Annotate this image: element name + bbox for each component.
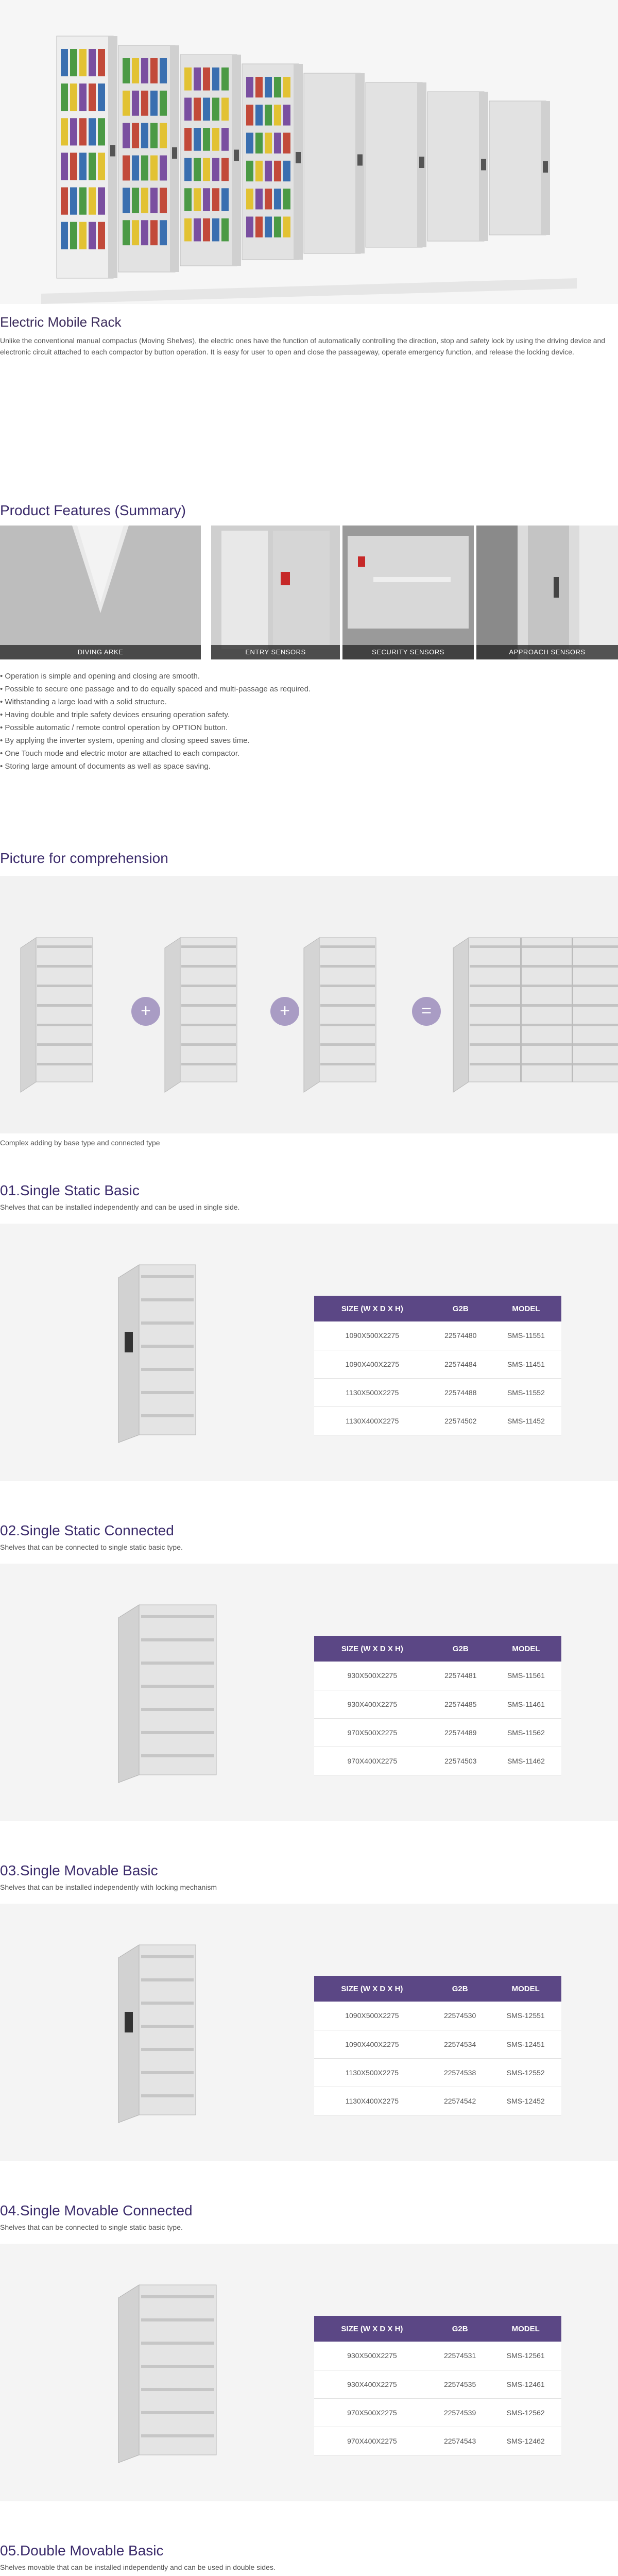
entry-sensor-illustration	[211, 526, 340, 659]
spec-header-cell: SIZE (W X D X H)	[314, 1296, 431, 1321]
feature-bullet: • Having double and triple safety devices ensuring operation safety.	[0, 710, 230, 719]
table-row	[314, 2398, 561, 2427]
spec-cell: 22574531	[430, 2342, 490, 2370]
spec-cell: 22574484	[431, 1350, 491, 1378]
product-band	[0, 2244, 618, 2501]
features-title: Product Features (Summary)	[0, 502, 186, 518]
rack-composition-diagram	[0, 876, 618, 1133]
table-row	[314, 1321, 561, 1350]
spec-cell: 22574481	[431, 1662, 491, 1690]
product-rack-image	[93, 1595, 247, 1790]
spec-cell: 22574539	[430, 2398, 490, 2427]
feature-bullet: • Withstanding a large load with a solid structure.	[0, 698, 167, 706]
intro-body: Unlike the conventional manual compactus (Moving Shelves), the electric ones have the function of automatically controlling the direction, stop and safety lock by using the driving device and electronic circuit attached to each compactor by button operation. It is easy for user to open and close the passageway, operate emergency function, and release the locking device.	[0, 336, 606, 356]
spec-cell: SMS-11452	[491, 1406, 561, 1435]
spec-cell: 22574538	[430, 2058, 490, 2087]
plus-icon: +	[270, 997, 299, 1026]
spec-table-header	[314, 1976, 561, 2002]
feature-image-entry-sensors	[211, 526, 340, 659]
diving-arke-illustration	[0, 526, 201, 659]
spec-cell: SMS-12452	[490, 2087, 561, 2115]
table-row	[314, 1747, 561, 1775]
spec-cell: SMS-11552	[491, 1378, 561, 1406]
spec-cell: 930X400X2275	[314, 2370, 430, 2398]
mobile-rack-illustration	[0, 0, 618, 304]
spec-cell: 22574530	[430, 2002, 490, 2030]
spec-table	[314, 1296, 561, 1435]
spec-header-cell: MODEL	[490, 2316, 561, 2342]
spec-cell: SMS-12551	[490, 2002, 561, 2030]
spec-cell: 22574485	[431, 1690, 491, 1718]
product-section-description: Shelves that can be installed independently with locking mechanism	[0, 1883, 217, 1891]
spec-header-cell: MODEL	[490, 1976, 561, 2002]
product-rack-image	[93, 1255, 247, 1450]
spec-header-cell: SIZE (W X D X H)	[314, 1636, 431, 1662]
spec-header-cell: MODEL	[491, 1636, 561, 1662]
spec-header-cell: MODEL	[491, 1296, 561, 1321]
approach-sensor-illustration	[476, 526, 618, 659]
comprehension-title: Picture for comprehension	[0, 850, 168, 866]
comprehension-caption: Complex adding by base type and connected type	[0, 1139, 160, 1147]
spec-cell: SMS-11561	[491, 1662, 561, 1690]
table-row	[314, 1378, 561, 1406]
spec-cell: SMS-11462	[491, 1747, 561, 1775]
spec-cell: 22574502	[431, 1406, 491, 1435]
spec-cell: 930X500X2275	[314, 2342, 430, 2370]
plus-icon: +	[131, 997, 160, 1026]
product-section-title: 01.Single Static Basic	[0, 1182, 140, 1198]
intro-title: Electric Mobile Rack	[0, 314, 122, 330]
intro-section	[0, 314, 618, 358]
spec-header-cell: G2B	[430, 2316, 490, 2342]
spec-cell: 22574535	[430, 2370, 490, 2398]
equals-icon: =	[412, 997, 441, 1026]
product-section-description: Shelves that can be connected to single static basic type.	[0, 1543, 183, 1551]
product-section-description: Shelves that can be installed independently and can be used in single side.	[0, 1203, 240, 1211]
spec-cell: SMS-12461	[490, 2370, 561, 2398]
spec-cell: 1130X500X2275	[314, 1378, 431, 1406]
spec-cell: 22574534	[430, 2030, 490, 2058]
table-row	[314, 1406, 561, 1435]
spec-cell: SMS-11451	[491, 1350, 561, 1378]
product-section-title: 02.Single Static Connected	[0, 1522, 174, 1538]
spec-table	[314, 1636, 561, 1775]
spec-cell: 930X500X2275	[314, 1662, 431, 1690]
spec-cell: 970X500X2275	[314, 1718, 431, 1747]
table-row	[314, 2087, 561, 2115]
table-row	[314, 2002, 561, 2030]
spec-cell: 22574488	[431, 1378, 491, 1406]
spec-cell: SMS-12561	[490, 2342, 561, 2370]
product-band	[0, 1564, 618, 1821]
spec-cell: 1130X500X2275	[314, 2058, 430, 2087]
spec-cell: 22574489	[431, 1718, 491, 1747]
table-row	[314, 2427, 561, 2455]
product-section-title: 05.Double Movable Basic	[0, 2543, 164, 2558]
spec-cell: 22574542	[430, 2087, 490, 2115]
spec-cell: 1130X400X2275	[314, 2087, 430, 2115]
product-rack-image	[93, 2275, 247, 2470]
spec-table-header	[314, 1296, 561, 1321]
product-rack-image	[93, 1935, 247, 2130]
table-row	[314, 2342, 561, 2370]
table-row	[314, 1690, 561, 1718]
spec-cell: 1090X500X2275	[314, 1321, 431, 1350]
spec-cell: 22574503	[431, 1747, 491, 1775]
table-row	[314, 2030, 561, 2058]
spec-cell: 1090X400X2275	[314, 2030, 430, 2058]
feature-label: SECURITY SENSORS	[342, 645, 474, 659]
spec-cell: SMS-12462	[490, 2427, 561, 2455]
comprehension-diagram	[0, 876, 618, 1133]
feature-image-security-sensors	[342, 526, 474, 659]
product-section-title: 03.Single Movable Basic	[0, 1862, 158, 1878]
spec-table-header	[314, 1636, 561, 1662]
feature-image-approach-sensors	[476, 526, 618, 659]
product-section-description: Shelves movable that can be installed independently and can be used in double sides.	[0, 2563, 276, 2571]
spec-header-cell: G2B	[431, 1296, 491, 1321]
feature-bullet: • Operation is simple and opening and closing are smooth.	[0, 672, 200, 681]
feature-label: ENTRY SENSORS	[211, 645, 340, 659]
spec-header-cell: G2B	[431, 1636, 491, 1662]
table-row	[314, 2058, 561, 2087]
spec-cell: 22574543	[430, 2427, 490, 2455]
feature-bullet: • Possible to secure one passage and to do equally spaced and multi-passage as required.	[0, 685, 311, 693]
feature-label: APPROACH SENSORS	[476, 645, 618, 659]
spec-cell: SMS-11562	[491, 1718, 561, 1747]
spec-cell: 22574480	[431, 1321, 491, 1350]
spec-cell: SMS-12562	[490, 2398, 561, 2427]
product-band	[0, 1904, 618, 2161]
hero-product-image	[0, 0, 618, 304]
table-row	[314, 1718, 561, 1747]
spec-cell: 1090X400X2275	[314, 1350, 431, 1378]
feature-label: DIVING ARKE	[0, 645, 201, 659]
features-image-strip	[0, 526, 618, 665]
spec-header-cell: SIZE (W X D X H)	[314, 1976, 430, 2002]
feature-bullet-list	[0, 670, 618, 773]
table-row	[314, 1662, 561, 1690]
spec-cell: 1130X400X2275	[314, 1406, 431, 1435]
spec-cell: SMS-12552	[490, 2058, 561, 2087]
spec-cell: SMS-12451	[490, 2030, 561, 2058]
product-section-description: Shelves that can be connected to single static basic type.	[0, 2223, 183, 2231]
spec-table	[314, 2316, 561, 2455]
feature-bullet: • One Touch mode and electric motor are attached to each compactor.	[0, 749, 240, 758]
spec-cell: 930X400X2275	[314, 1690, 431, 1718]
security-sensor-illustration	[342, 526, 474, 659]
spec-cell: 1090X500X2275	[314, 2002, 430, 2030]
spec-header-cell: SIZE (W X D X H)	[314, 2316, 430, 2342]
feature-bullet: • By applying the inverter system, opening and closing speed saves time.	[0, 736, 250, 745]
product-band	[0, 1224, 618, 1481]
spec-cell: SMS-11461	[491, 1690, 561, 1718]
product-section-title: 04.Single Movable Connected	[0, 2202, 193, 2218]
feature-bullet: • Possible automatic / remote control operation by OPTION button.	[0, 723, 228, 732]
spec-cell: 970X400X2275	[314, 1747, 431, 1775]
spec-table	[314, 1976, 561, 2115]
spec-table-header	[314, 2316, 561, 2342]
spec-header-cell: G2B	[430, 1976, 490, 2002]
feature-image-diving-arke	[0, 526, 201, 659]
spec-cell: SMS-11551	[491, 1321, 561, 1350]
feature-bullet: • Storing large amount of documents as well as space saving.	[0, 762, 211, 771]
spec-cell: 970X400X2275	[314, 2427, 430, 2455]
spec-cell: 970X500X2275	[314, 2398, 430, 2427]
table-row	[314, 1350, 561, 1378]
table-row	[314, 2370, 561, 2398]
